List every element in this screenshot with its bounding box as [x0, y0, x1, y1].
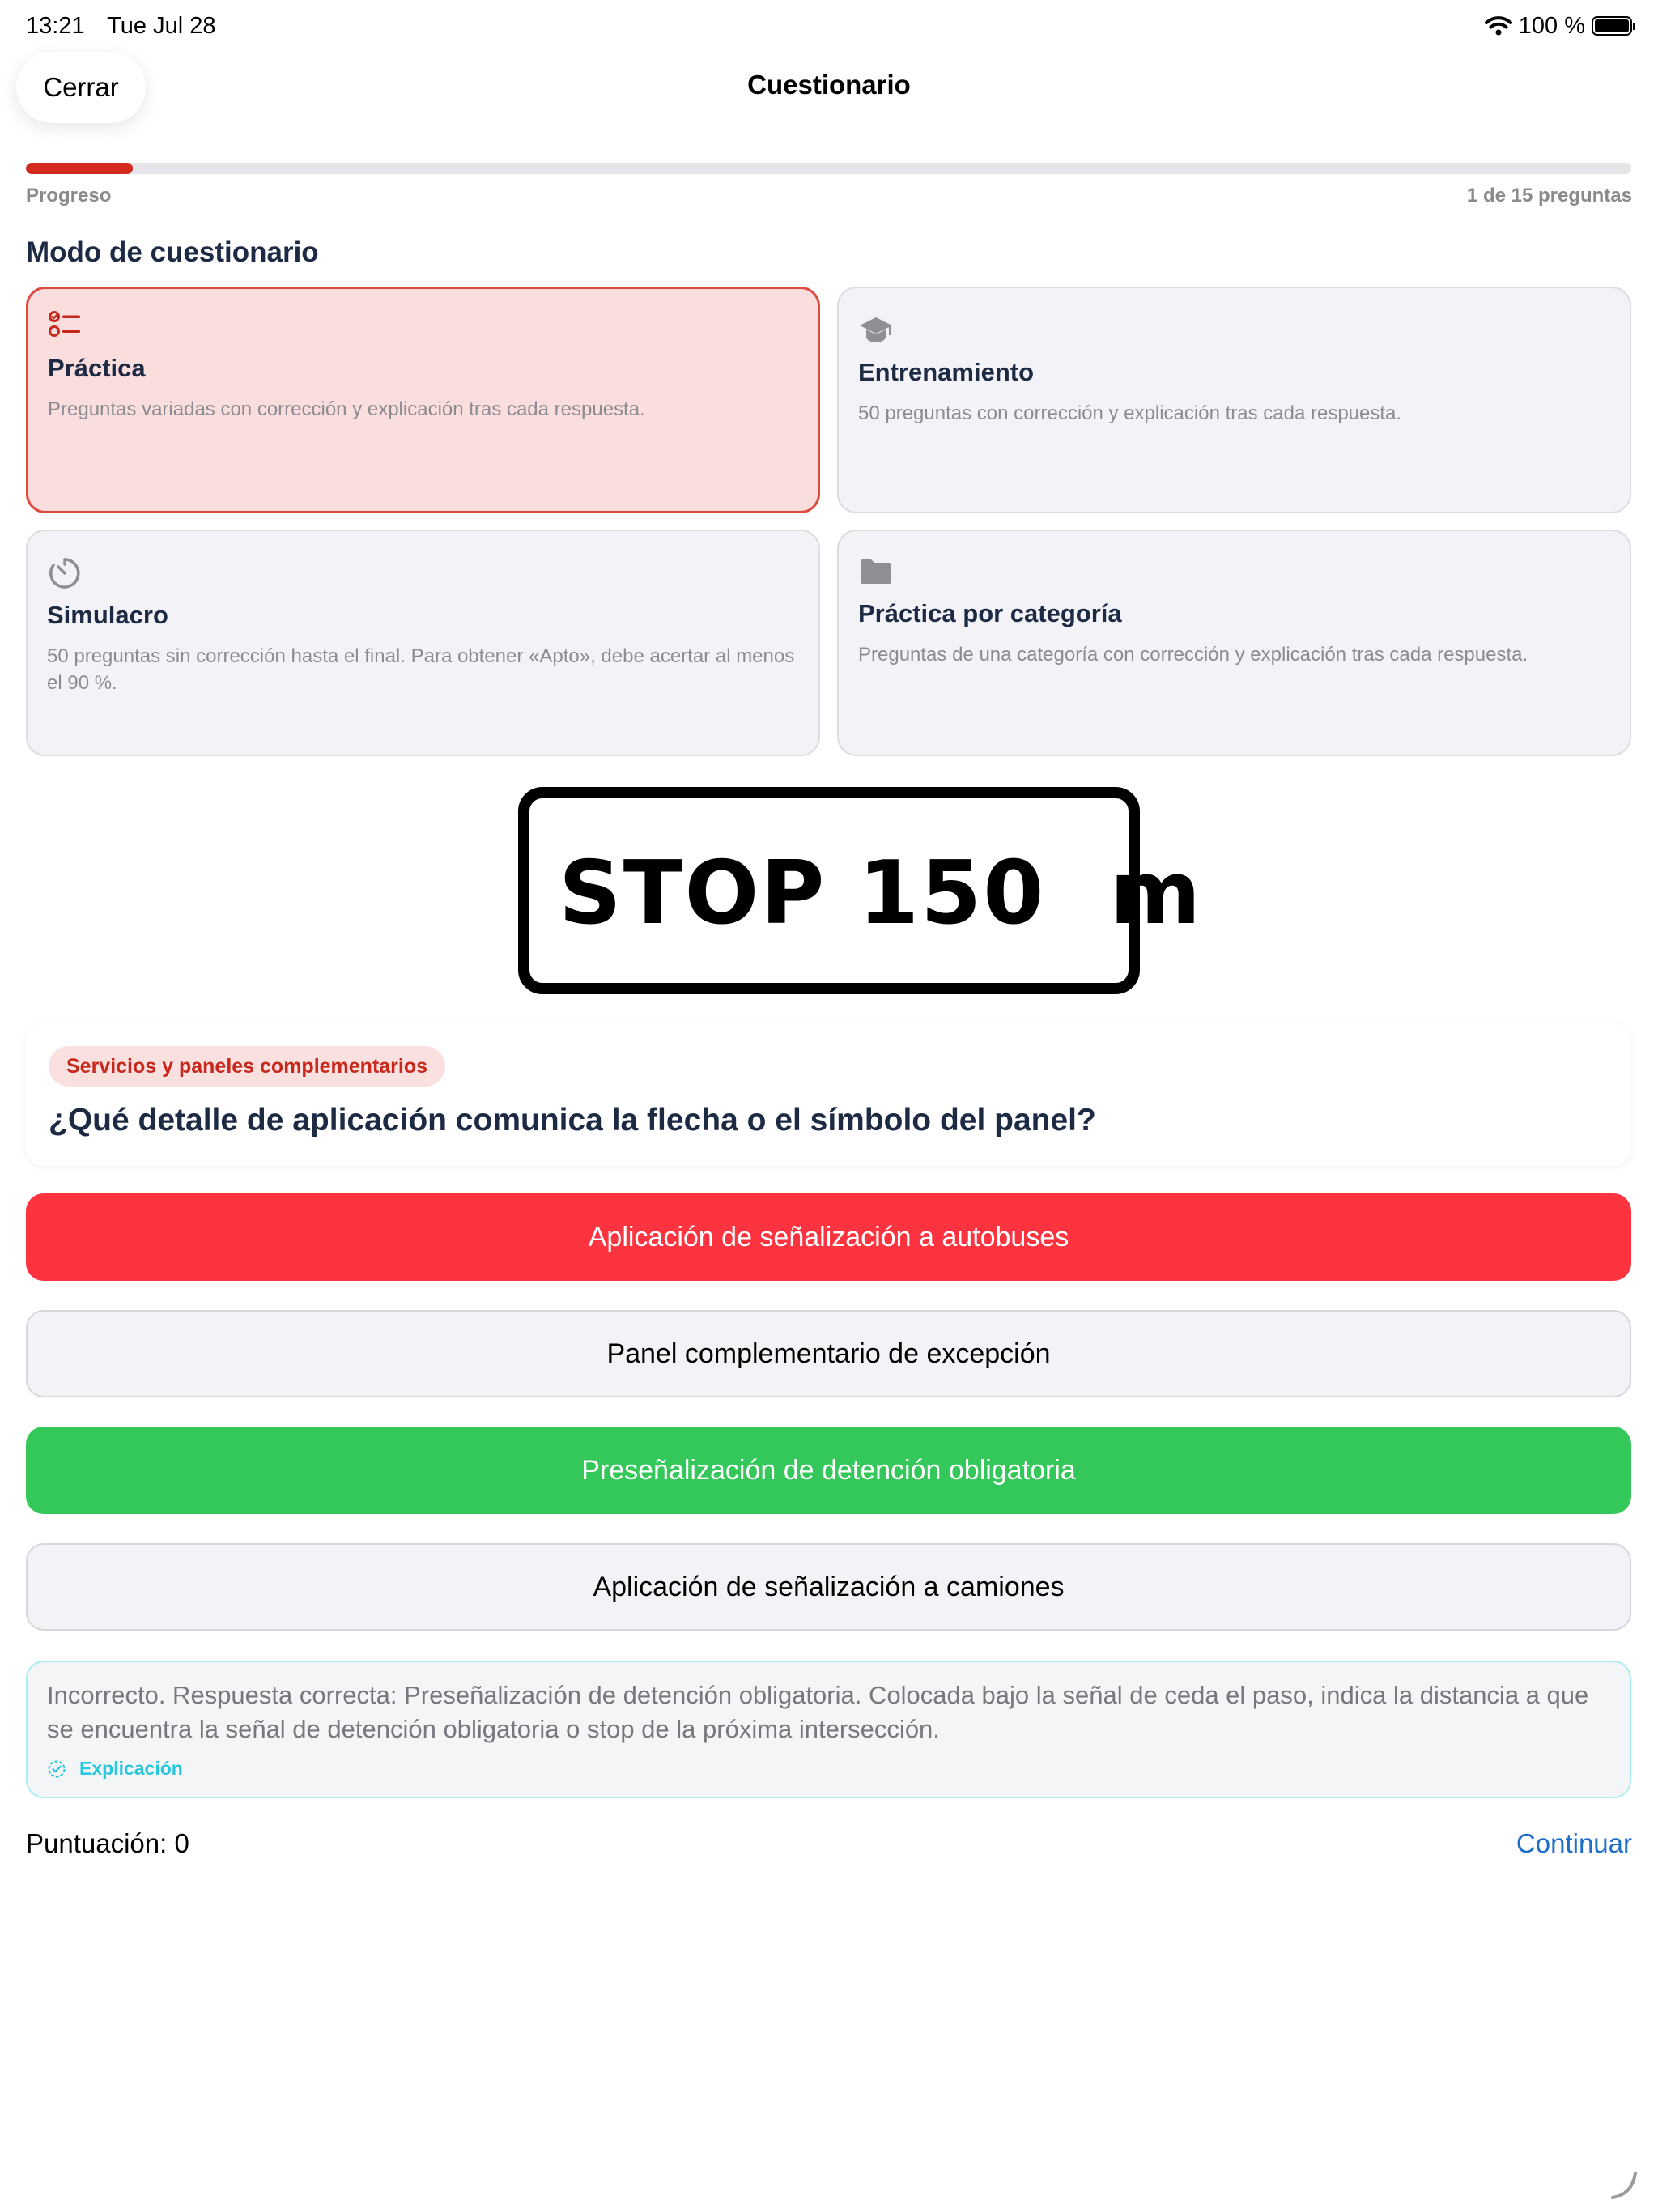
- status-left: [26, 13, 232, 40]
- answer-option-3[interactable]: Preseñalización de detención obligatoria: [26, 1427, 1631, 1514]
- wifi-icon: [1485, 15, 1512, 36]
- score-text: Puntuación: 0: [26, 1828, 189, 1858]
- mode-description: 50 preguntas con corrección y explicación tras cada respuesta.: [858, 402, 1402, 424]
- feedback-text: Incorrecto. Respuesta correcta: Preseñalización de detención obligatoria. Colocada bajo la señal de ceda el paso, indica la distancia a que se encuentra la señal de detención obligatoria o stop de la próxima intersección.: [47, 1681, 1589, 1743]
- mode-description: Preguntas de una categoría con corrección y explicación tras cada respuesta.: [858, 644, 1528, 666]
- status-right: [1485, 13, 1632, 40]
- mode-card-entrenamiento[interactable]: [837, 287, 1631, 513]
- continue-button[interactable]: Continuar: [1516, 1828, 1632, 1858]
- mode-title: Entrenamiento: [858, 358, 1035, 386]
- checklist-icon: [48, 308, 83, 344]
- mode-title: Simulacro: [47, 601, 168, 629]
- mode-card-simulacro[interactable]: [26, 530, 820, 756]
- progress-fill: [26, 163, 133, 174]
- answer-option-4[interactable]: Aplicación de señalización a camiones: [26, 1543, 1631, 1631]
- graduation-cap-icon: [858, 313, 894, 348]
- progress-count: 1 de 15 preguntas: [1466, 185, 1632, 206]
- verified-badge-icon: [47, 1759, 66, 1779]
- status-bar: [26, 11, 1632, 40]
- progress-label: Progreso: [26, 185, 112, 206]
- mode-card-categoria[interactable]: [837, 530, 1631, 756]
- answer-option-2[interactable]: Panel complementario de excepción: [26, 1310, 1631, 1397]
- status-date: Tue Jul 28: [107, 12, 216, 39]
- close-button[interactable]: Cerrar: [16, 52, 146, 123]
- category-badge: Servicios y paneles complementarios: [49, 1046, 445, 1087]
- question-card: [26, 1023, 1631, 1166]
- mode-title: Práctica: [48, 354, 146, 382]
- explanation-badge: [47, 1758, 1610, 1780]
- explanation-label: Explicación: [79, 1758, 183, 1779]
- progress-bar: [26, 163, 1631, 174]
- mode-description: 50 preguntas sin corrección hasta el final. Para obtener «Apto», debe acertar al menos el 90 %.: [47, 645, 795, 694]
- mode-description: Preguntas variadas con corrección y explicación tras cada respuesta.: [48, 398, 645, 420]
- question-text: ¿Qué detalle de aplicación comunica la flecha o el símbolo del panel?: [49, 1103, 1096, 1138]
- battery-icon: [1592, 16, 1632, 36]
- mode-section-title: Modo de cuestionario: [26, 236, 319, 268]
- folder-icon: [858, 554, 894, 589]
- mode-card-practica[interactable]: [26, 287, 820, 513]
- mode-title: Práctica por categoría: [858, 599, 1122, 627]
- feedback-panel: [26, 1661, 1631, 1798]
- battery-percent: 100 %: [1518, 12, 1585, 39]
- timer-icon: [47, 555, 83, 591]
- sign-text: STOP 150 m: [559, 843, 1203, 944]
- page-title: Cuestionario: [747, 70, 911, 100]
- answer-option-1[interactable]: Aplicación de señalización a autobuses: [26, 1193, 1631, 1281]
- resize-grabber-icon[interactable]: [1608, 2168, 1640, 2201]
- status-time: 13:21: [26, 12, 85, 39]
